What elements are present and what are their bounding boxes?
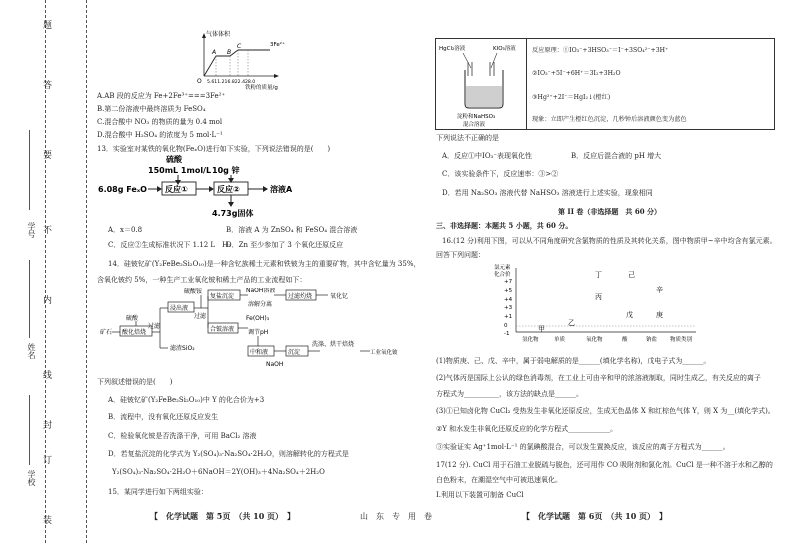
q12-option-b: B.第二份溶液中最终溶质为 FeSO₄ — [97, 105, 206, 113]
q13-solid: 4.73g固体 — [212, 209, 254, 218]
q14-stem-line1: 14．硅铍钇矿(Y₂FeBe₂Si₂O₁₀)是一种含钇族稀土元素和铁铍为主的重要矿物，其中含钇量为 35%， — [108, 260, 421, 268]
q13-reaction-diagram — [96, 153, 326, 219]
flow-yoxide: 氧化钇 — [330, 293, 349, 300]
flow-residue: 滤渣SiO₂ — [170, 345, 195, 352]
chart2-ylabel-1: 氯元素 — [494, 265, 511, 271]
mix-label-1: 淀粉和NaHSO₃ — [457, 114, 496, 120]
chart2-ytick: -1 — [504, 331, 510, 337]
q15-option-a: A．反应①中IO₃⁻表现氧化性 — [442, 152, 533, 160]
chart2-point-bing: 丙 — [595, 293, 602, 301]
mix-label-2: 混合溶液 — [463, 122, 486, 128]
q16-part2-line1: (2)气体丙是国际上公认的绿色消毒剂，在工业上可由辛和甲的浓溶液制取，同时生成乙，有关反应的离子 — [436, 374, 761, 382]
chart2-point-xin: 辛 — [656, 286, 663, 294]
flow-precip: 过滤灼烧 — [288, 293, 313, 300]
student-name-blank[interactable] — [29, 260, 30, 338]
flow-naoh1: NaOH溶液 — [246, 288, 276, 294]
flow-h2so4: 硫酸 — [126, 315, 139, 322]
q15-prompt: 下列说法不正确的是 — [436, 134, 499, 142]
q13-reaction2: 反应② — [217, 185, 240, 194]
q16-part3-3: ③实验证实 Ag⁺1mol·L⁻¹ 的氯碘酸混合，可以发生置换反应，该反应的离子方程式为______。 — [436, 443, 730, 451]
chart2-ytick: +3 — [504, 305, 513, 311]
q13-acid-amount: 150mL 1mol/L — [148, 166, 212, 175]
flow-ppt: 沉淀 — [288, 349, 301, 356]
q14-prompt: 下列叙述错误的是( ) — [97, 378, 173, 386]
phenomenon: 现象：立即产生橙红色沉淀，几秒钟后溶液颜色变为蓝色 — [532, 116, 687, 123]
experiment-apparatus — [437, 40, 525, 128]
q16-part3-1: (3)①已知卤化物 CuCl₂ 受热发生非氧化还原反应，生成无色晶体 X 和红棕色气体 Y，则 X 为__(填化学式)。 — [436, 407, 775, 415]
flow-filter-2: 过滤 — [194, 313, 207, 320]
q14-stem-line2: 含氧化铍约 5%，一种生产工业氧化铍和稀土产品的工业流程如下： — [97, 276, 307, 284]
seal-char: 内 — [41, 295, 51, 304]
chart2-ytick: +4 — [504, 297, 513, 303]
chart2-ytick: 0 — [504, 323, 508, 329]
chart1-origin: O — [197, 78, 202, 85]
chart2-xtick: 氧化物 — [586, 337, 603, 343]
chart2-xtick: 钠盐 — [646, 337, 658, 343]
q15-option-d: D．若用 Na₂SO₃ 溶液代替 NaHSO₃ 溶液进行上述实验，现象相同 — [442, 189, 653, 197]
hgcl2-label: HgCl₂溶液 — [439, 46, 466, 52]
flow-double-salt: 复盐沉淀 — [210, 293, 235, 300]
student-id-blank[interactable] — [29, 130, 30, 210]
chart1-xlabel: 铁粉的质量/g — [245, 85, 278, 90]
q12-option-a: A.AB 段的反应为 Fe+2Fe³⁺===3Fe²⁺ — [97, 92, 226, 100]
q17-stem-line2: 白色粉末，在潮湿空气中可被迅速氧化。 — [436, 476, 562, 484]
flow-complex: 合铍溶液 — [210, 326, 235, 333]
flow-leach: 浸出液 — [170, 305, 189, 312]
q13-stem: 13．实验室对某铁的氧化物(FeₓO)进行如下实验，下列说法错误的是( ) — [97, 145, 331, 153]
chart2-point-jia: 甲 — [538, 325, 545, 333]
flow-sep: 溶解分离 — [248, 301, 273, 308]
q14-equation: Y₂(SO₄)₃·Na₂SO₄·2H₂O＋6NaOH＝2Y(OH)₃＋4Na₂SO₄＋2H₂O — [112, 468, 325, 476]
q13-product: 溶液A — [270, 185, 293, 194]
q15-option-b: B．反应后混合液的 pH 增大 — [571, 152, 662, 160]
flow-feoh: Fe(OH)₃ — [246, 315, 270, 322]
chart1-point-a: A — [212, 49, 217, 56]
seal-char: 要 — [41, 150, 51, 159]
chart2-ytick: +1 — [504, 314, 513, 320]
q13-option-d: D．Zn 至少参加了 3 个氧化还原反应 — [226, 241, 344, 249]
chart2-ytick: +7 — [504, 279, 513, 285]
chart2-point-ding: 丁 — [595, 271, 602, 279]
seal-char: 封 — [41, 420, 51, 429]
footer-right: 【 化学试题 第 6页 （共 10 页） 】 — [522, 511, 668, 521]
q14-flow-diagram — [98, 288, 408, 368]
q13-option-c: C．反应②生成标准状况下 1.12 L H₂ — [108, 241, 231, 249]
chart2-ytick: +5 — [504, 288, 513, 294]
chart2-point-wu: 戊 — [626, 311, 633, 319]
q13-reaction1: 反应① — [165, 185, 188, 194]
student-name-label: 姓名 — [27, 343, 36, 359]
seal-char: 线 — [41, 370, 51, 379]
section-2-title: 第 II 卷（非选择题 共 60 分） — [558, 207, 662, 216]
kio3-label: KIO₃溶液 — [493, 46, 516, 52]
principle-3: ③Hg²⁺+2I⁻＝HgI₂↓(橙红) — [532, 94, 611, 101]
flow-filter: 过滤 — [148, 323, 161, 330]
q13-zinc: 10g 锌 — [212, 166, 240, 175]
q16-part2-line2: 方程式为__________，该方法的缺点是______。 — [436, 390, 583, 398]
flow-ph: 调节pH — [248, 329, 269, 336]
chlorine-valence-chart — [488, 262, 718, 344]
seal-char: 装 — [41, 515, 51, 524]
seal-line-inner — [86, 0, 87, 543]
gas-volume-chart — [190, 28, 300, 90]
q13-mass: 6.08g FeₓO — [98, 185, 147, 194]
flow-beo: 工业氧化铍 — [370, 350, 398, 356]
seal-char: 题 — [41, 20, 51, 29]
seal-char: 订 — [41, 455, 51, 464]
flow-calcine: 酸化焙烧 — [122, 329, 147, 336]
q14-option-d: D．若复盐沉淀的化学式为 Y₂(SO₄)₃·Na₂SO₄·2H₂O，则溶解转化的方程式是 — [108, 450, 349, 458]
q16-part1: (1)物质庚、己、戊、辛中，属于弱电解质的是______(填化学名称)，戊电子式为______。 — [436, 357, 711, 365]
q12-option-c: C.混合酸中 NO₃ 的物质的量为 0.4 mol — [97, 118, 223, 126]
beaker-solution — [466, 86, 502, 107]
school-blank[interactable] — [29, 395, 30, 465]
flow-neutral: 中和液 — [250, 349, 269, 356]
q16-stem-line1: 16.(12 分)利用下图，可以从不同角度研究含氯物质的性质及其转化关系，图中物质甲~辛中均含有氯元素。 — [442, 237, 777, 245]
q13-acid: 硫酸 — [166, 155, 182, 164]
q15-stem: 15．某同学进行如下两组实验： — [108, 488, 208, 496]
table-divider — [526, 38, 527, 130]
principle-1: 反应原理：①IO₃⁻+3HSO₃⁻＝I⁻+3SO₄²⁻+3H⁺ — [532, 47, 669, 54]
seal-char: 答 — [41, 80, 51, 89]
chart2-point-geng: 庚 — [656, 311, 663, 319]
chart1-curve-label: 3Fe²⁺ — [270, 42, 285, 48]
chart2-point-yi: 乙 — [568, 319, 575, 327]
flow-ore: 矿石 — [100, 329, 113, 336]
chart2-xtick: 氢化物 — [522, 337, 539, 343]
q16-stem-line2: 回答下列问题： — [436, 251, 485, 259]
student-id-label: 学号 — [27, 222, 36, 238]
q13-option-b: B．溶液 A 为 ZnSO₄ 和 FeSO₄ 混合溶液 — [226, 226, 358, 234]
q17-part1: Ⅰ.利用以下装置可制备 CuCl — [436, 491, 524, 499]
q14-option-b: B．流程中，没有氧化还原反应发生 — [108, 413, 219, 421]
q15-option-c: C．该实验条件下，反应速率：③>② — [442, 170, 559, 178]
chart1-point-c: C — [237, 43, 242, 50]
q13-option-a: A．x＝0.8 — [108, 226, 143, 234]
school-label: 学校 — [27, 470, 36, 486]
q14-option-c: C．检验氧化铍是否洗涤干净，可用 BaCl₂ 溶液 — [108, 432, 257, 440]
chart1-ylabel: 气体体积 — [206, 31, 231, 38]
footer-left: 【 化学试题 第 5页 （共 10 页） 】 — [150, 511, 296, 521]
chart2-xtick: 物质类别 — [670, 337, 693, 343]
q17-stem-line1: 17(12 分). CuCl 用于石油工业脱硫与脱色，还可用作 CO 吸附剂和氯化剂。CuCl 是一种不溶于水和乙醇的 — [436, 461, 773, 469]
q14-option-a: A．硅铍钇矿(Y₂FeBe₂Si₂O₁₀)中 Y 的化合价为+3 — [108, 396, 265, 404]
seal-char: 不 — [41, 225, 51, 234]
flow-naoh2: NaOH — [266, 361, 284, 368]
chart2-point-ji: 己 — [628, 271, 635, 279]
flow-wash: 洗涤、烘干焙烧 — [312, 341, 355, 348]
chart1-xticks: 5.611.216.822.428.0 — [207, 80, 256, 85]
principle-2: ②IO₃⁻+5I⁻+6H⁺＝3I₂+3H₂O — [532, 70, 621, 77]
flow-sulfate: 硫酸铵 — [184, 288, 203, 295]
chart2-xtick: 酸 — [622, 337, 628, 343]
chart1-point-b: B — [227, 49, 232, 56]
q12-option-d: D.混合酸中 H₂SO₄ 的浓度为 5 mol·L⁻¹ — [97, 131, 223, 139]
q16-part3-2: ②Y 和水发生非氧化还原反应的化学方程式____________。 — [436, 425, 618, 433]
chart2-xtick: 单质 — [554, 337, 566, 343]
chart2-ylabel-2: 化合价 — [494, 272, 511, 278]
section-2-subtitle: 三、非选择题：本题共 5 小题，共 60 分。 — [436, 221, 573, 230]
footer-center: 山 东 专 用 卷 — [360, 512, 432, 521]
